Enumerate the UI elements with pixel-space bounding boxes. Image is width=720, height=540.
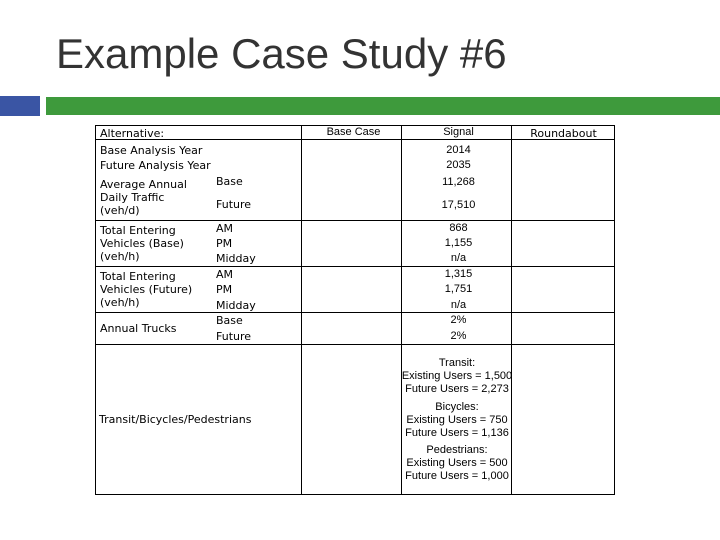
header-alternative: Alternative: xyxy=(100,127,165,140)
col-divider xyxy=(301,126,302,494)
trucks-future-signal: 2% xyxy=(450,330,467,342)
entering-future-label-l1: Total Entering xyxy=(100,270,176,283)
bicycles-block xyxy=(357,401,557,440)
aadt-base-signal: 11,268 xyxy=(442,176,475,188)
header-base-case: Base Case xyxy=(326,126,381,138)
entering-future-label-l2: Vehicles (Future) xyxy=(100,283,193,296)
future-year-label: Future Analysis Year xyxy=(100,159,211,172)
trucks-base-signal: 2% xyxy=(450,314,467,326)
row-divider xyxy=(96,312,614,313)
pedestrians-existing: Existing Users = 500 xyxy=(406,457,508,469)
entering-base-am-signal: 868 xyxy=(449,222,468,234)
entering-future-pm-signal: 1,751 xyxy=(444,283,473,295)
row-divider xyxy=(96,266,614,267)
slide-title: Example Case Study #6 xyxy=(56,30,507,77)
pedestrians-block xyxy=(357,444,557,483)
entering-base-midday-label: Midday xyxy=(216,252,256,265)
entering-base-label-l3: (veh/h) xyxy=(100,250,140,263)
entering-future-am-label: AM xyxy=(216,268,234,281)
bicycles-title: Bicycles: xyxy=(435,401,479,413)
aadt-future-label: Future xyxy=(216,198,252,211)
transit-future: Future Users = 2,273 xyxy=(405,383,509,395)
base-year-label: Base Analysis Year xyxy=(100,144,203,157)
aadt-label-l1: Average Annual xyxy=(100,178,187,191)
trucks-base-label: Base xyxy=(216,314,243,327)
trucks-label: Annual Trucks xyxy=(100,322,177,335)
trucks-future-label: Future xyxy=(216,330,252,343)
pedestrians-future: Future Users = 1,000 xyxy=(405,470,509,482)
entering-base-label-l1: Total Entering xyxy=(100,224,176,237)
aadt-future-signal: 17,510 xyxy=(441,199,476,211)
header-roundabout: Roundabout xyxy=(530,127,597,140)
entering-future-midday-signal: n/a xyxy=(450,299,467,311)
entering-future-label-l3: (veh/h) xyxy=(100,296,140,309)
bicycles-future: Future Users = 1,136 xyxy=(405,427,509,439)
row-divider xyxy=(96,220,614,221)
transit-block xyxy=(357,357,557,396)
bicycles-existing: Existing Users = 750 xyxy=(406,414,508,426)
row-divider xyxy=(96,344,614,345)
entering-future-midday-label: Midday xyxy=(216,299,256,312)
entering-base-pm-label: PM xyxy=(216,237,233,250)
aadt-label-l2: Daily Traffic xyxy=(100,191,165,204)
base-year-signal: 2014 xyxy=(446,144,471,156)
entering-base-pm-signal: 1,155 xyxy=(444,237,473,249)
transit-title: Transit: xyxy=(438,357,476,369)
aadt-base-label: Base xyxy=(216,175,243,188)
entering-base-am-label: AM xyxy=(216,222,234,235)
entering-future-am-signal: 1,315 xyxy=(444,268,473,280)
future-year-signal: 2035 xyxy=(446,159,471,171)
transit-existing: Existing Users = 1,500 xyxy=(401,370,513,382)
entering-base-label-l2: Vehicles (Base) xyxy=(100,237,184,250)
accent-bar-green xyxy=(46,97,720,115)
accent-bar-blue xyxy=(0,96,40,116)
tbp-label: Transit/Bicycles/Pedestrians xyxy=(99,413,252,426)
entering-base-midday-signal: n/a xyxy=(450,252,467,264)
aadt-label-l3: (veh/d) xyxy=(100,204,140,217)
pedestrians-title: Pedestrians: xyxy=(426,444,488,456)
header-signal: Signal xyxy=(443,126,474,138)
entering-future-pm-label: PM xyxy=(216,283,233,296)
